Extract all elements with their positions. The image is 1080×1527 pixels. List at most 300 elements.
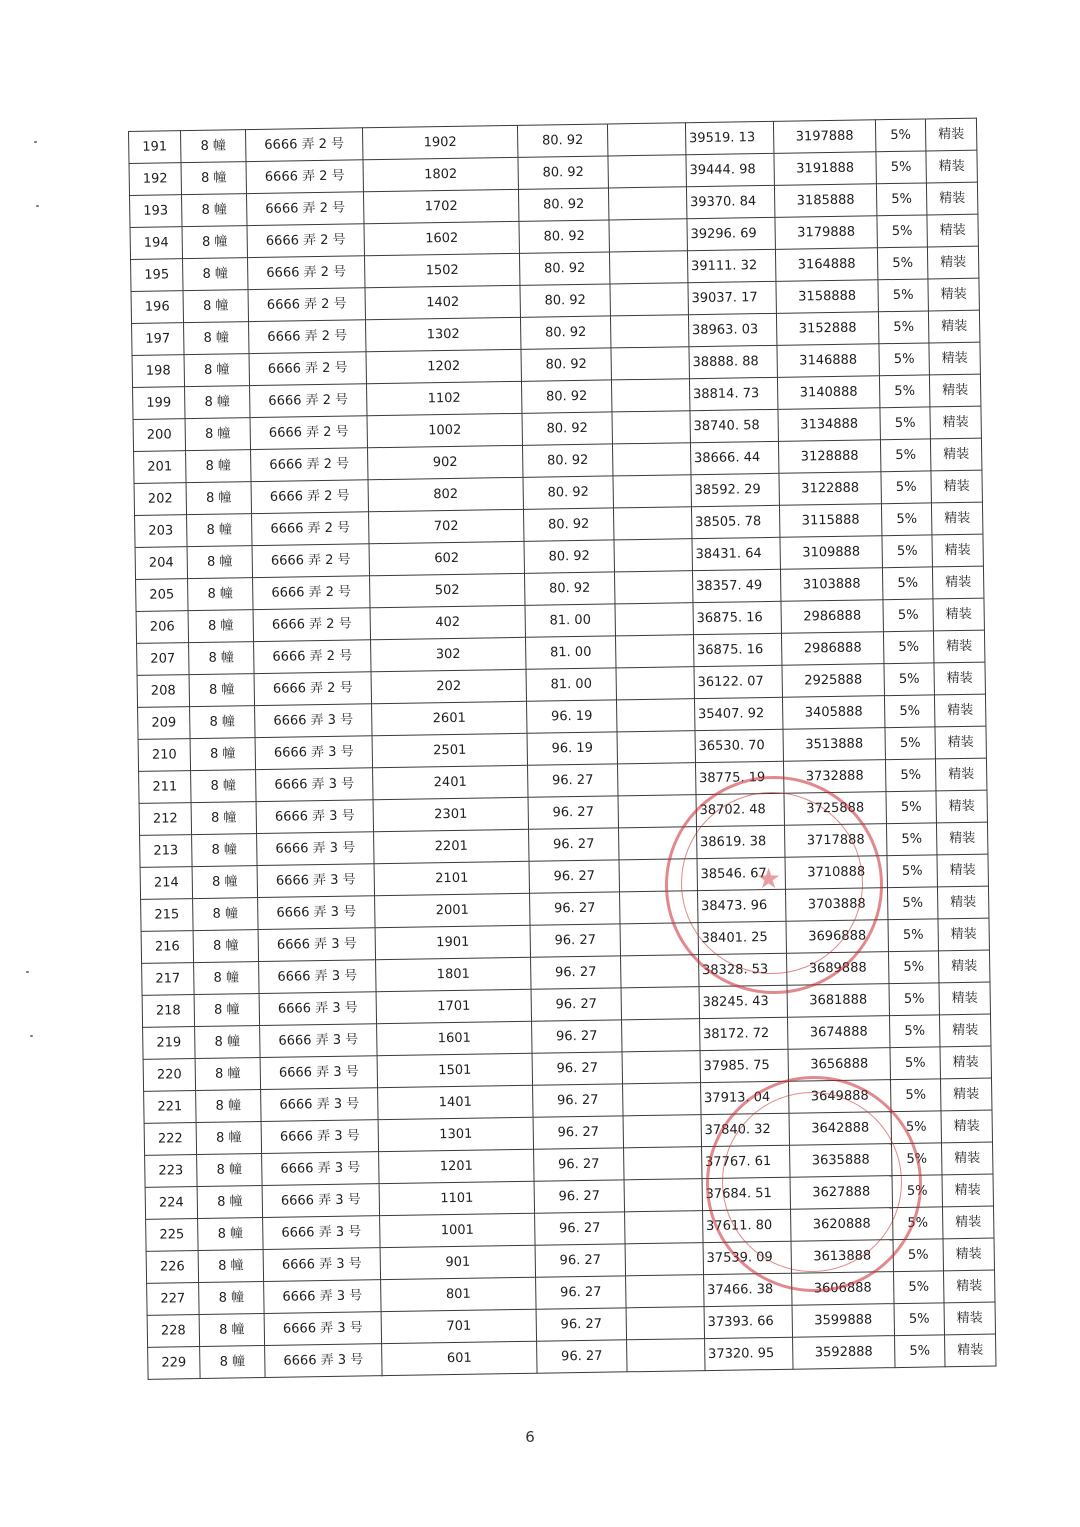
cell-building: 8 幢 bbox=[195, 1058, 260, 1091]
cell-unit-price: 36875. 16 bbox=[693, 633, 781, 666]
cell-address: 6666 弄 3 号 bbox=[258, 928, 375, 962]
cell-total-price: 2925888 bbox=[782, 664, 884, 698]
cell-finish: 精装 bbox=[935, 726, 986, 759]
cell-rate: 5% bbox=[875, 119, 925, 152]
cell-building: 8 幢 bbox=[181, 130, 246, 163]
cell-unit-price: 39111. 32 bbox=[687, 249, 775, 282]
cell-total-price: 3592888 bbox=[793, 1336, 895, 1370]
cell-rate: 5% bbox=[893, 1207, 943, 1240]
cell-address: 6666 弄 3 号 bbox=[258, 896, 375, 930]
cell-room: 1002 bbox=[367, 413, 522, 447]
cell-unit-price: 37985. 75 bbox=[700, 1049, 788, 1082]
cell-total-price: 3109888 bbox=[780, 536, 882, 570]
cell-room: 202 bbox=[371, 669, 526, 703]
cell-index: 196 bbox=[131, 291, 183, 324]
cell-unit-price: 37320. 95 bbox=[705, 1337, 793, 1370]
cell-room: 1402 bbox=[365, 285, 520, 319]
cell-building: 8 幢 bbox=[186, 450, 251, 483]
cell-finish: 精装 bbox=[944, 1270, 995, 1303]
cell-index: 210 bbox=[138, 739, 190, 772]
cell-area: 80. 92 bbox=[522, 444, 612, 477]
cell-total-price: 3140888 bbox=[777, 376, 879, 410]
cell-building: 8 幢 bbox=[199, 1282, 264, 1315]
cell-finish: 精装 bbox=[940, 1078, 991, 1111]
cell-total-price: 3710888 bbox=[785, 856, 887, 890]
cell-address: 6666 弄 3 号 bbox=[259, 992, 376, 1026]
cell-empty bbox=[616, 667, 694, 700]
cell-finish: 精装 bbox=[932, 534, 983, 567]
cell-area: 96. 27 bbox=[536, 1308, 626, 1341]
cell-area: 81. 00 bbox=[526, 636, 616, 669]
cell-finish: 精装 bbox=[938, 950, 989, 983]
cell-address: 6666 弄 3 号 bbox=[262, 1152, 379, 1186]
price-list-table bbox=[128, 118, 997, 1380]
cell-unit-price: 38328. 53 bbox=[699, 953, 787, 986]
cell-total-price: 3158888 bbox=[776, 280, 878, 314]
cell-unit-price: 39296. 69 bbox=[687, 217, 775, 250]
cell-building: 8 幢 bbox=[191, 802, 256, 835]
cell-rate: 5% bbox=[884, 695, 934, 728]
cell-address: 6666 弄 3 号 bbox=[257, 832, 374, 866]
cell-finish: 精装 bbox=[936, 822, 987, 855]
cell-room: 1401 bbox=[378, 1085, 533, 1119]
cell-empty bbox=[623, 1083, 701, 1116]
cell-unit-price: 37767. 61 bbox=[702, 1145, 790, 1178]
cell-area: 96. 27 bbox=[534, 1180, 624, 1213]
cell-rate: 5% bbox=[887, 855, 937, 888]
cell-rate: 5% bbox=[891, 1143, 941, 1176]
cell-room: 902 bbox=[368, 445, 523, 479]
cell-rate: 5% bbox=[895, 1335, 945, 1368]
cell-rate: 5% bbox=[892, 1175, 942, 1208]
cell-rate: 5% bbox=[880, 407, 930, 440]
cell-index: 225 bbox=[146, 1219, 198, 1252]
cell-area: 96. 27 bbox=[530, 892, 620, 925]
cell-index: 214 bbox=[140, 867, 192, 900]
cell-empty bbox=[608, 155, 686, 188]
cell-total-price: 3513888 bbox=[783, 728, 885, 762]
cell-index: 213 bbox=[140, 835, 192, 868]
cell-room: 1102 bbox=[367, 381, 522, 415]
cell-total-price: 3146888 bbox=[777, 344, 879, 378]
page-number: 6 bbox=[525, 1428, 535, 1446]
cell-total-price: 3134888 bbox=[778, 408, 880, 442]
cell-total-price: 3674888 bbox=[788, 1016, 890, 1050]
cell-index: 204 bbox=[135, 547, 187, 580]
cell-area: 96. 19 bbox=[527, 732, 617, 765]
cell-index: 201 bbox=[134, 451, 186, 484]
cell-finish: 精装 bbox=[926, 150, 977, 183]
cell-finish: 精装 bbox=[930, 406, 981, 439]
cell-room: 601 bbox=[382, 1341, 537, 1375]
cell-address: 6666 弄 2 号 bbox=[245, 128, 362, 162]
cell-index: 228 bbox=[147, 1315, 199, 1348]
cell-address: 6666 弄 2 号 bbox=[248, 256, 365, 290]
cell-unit-price: 37539. 09 bbox=[703, 1241, 791, 1274]
cell-total-price: 2986888 bbox=[781, 600, 883, 634]
cell-area: 80. 92 bbox=[521, 348, 611, 381]
cell-unit-price: 37466. 38 bbox=[704, 1273, 792, 1306]
cell-building: 8 幢 bbox=[192, 866, 257, 899]
cell-total-price: 3649888 bbox=[789, 1080, 891, 1114]
cell-room: 2501 bbox=[372, 733, 527, 767]
cell-building: 8 幢 bbox=[186, 482, 251, 515]
cell-finish: 精装 bbox=[931, 470, 982, 503]
cell-building: 8 幢 bbox=[185, 418, 250, 451]
cell-empty bbox=[620, 923, 698, 956]
cell-index: 220 bbox=[143, 1059, 195, 1092]
cell-empty bbox=[622, 1019, 700, 1052]
cell-index: 212 bbox=[139, 803, 191, 836]
cell-empty bbox=[608, 187, 686, 220]
cell-building: 8 幢 bbox=[200, 1346, 265, 1379]
cell-rate: 5% bbox=[894, 1303, 944, 1336]
cell-room: 1301 bbox=[378, 1117, 533, 1151]
cell-unit-price: 39037. 17 bbox=[688, 281, 776, 314]
price-list-table-wrap bbox=[128, 118, 996, 1380]
cell-rate: 5% bbox=[890, 1047, 940, 1080]
cell-address: 6666 弄 3 号 bbox=[255, 704, 372, 738]
cell-finish: 精装 bbox=[925, 118, 976, 151]
cell-unit-price: 36530. 70 bbox=[695, 729, 783, 762]
cell-rate: 5% bbox=[877, 215, 927, 248]
cell-index: 194 bbox=[130, 227, 182, 260]
cell-rate: 5% bbox=[894, 1271, 944, 1304]
cell-empty bbox=[625, 1243, 703, 1276]
cell-rate: 5% bbox=[889, 1015, 939, 1048]
cell-index: 224 bbox=[145, 1187, 197, 1220]
cell-address: 6666 弄 2 号 bbox=[249, 352, 366, 386]
cell-total-price: 3642888 bbox=[789, 1112, 891, 1146]
scan-speck bbox=[26, 971, 29, 973]
cell-room: 702 bbox=[369, 509, 524, 543]
cell-empty bbox=[613, 507, 691, 540]
cell-index: 199 bbox=[133, 387, 185, 420]
cell-area: 80. 92 bbox=[523, 508, 613, 541]
cell-unit-price: 38357. 49 bbox=[692, 569, 780, 602]
cell-empty bbox=[615, 635, 693, 668]
cell-empty bbox=[620, 891, 698, 924]
cell-finish: 精装 bbox=[943, 1238, 994, 1271]
cell-finish: 精装 bbox=[944, 1302, 995, 1335]
cell-room: 2001 bbox=[375, 893, 530, 927]
cell-area: 80. 92 bbox=[521, 380, 611, 413]
cell-total-price: 3191888 bbox=[774, 152, 876, 186]
cell-building: 8 幢 bbox=[196, 1122, 261, 1155]
cell-address: 6666 弄 2 号 bbox=[251, 480, 368, 514]
scan-speck bbox=[36, 205, 39, 207]
cell-address: 6666 弄 3 号 bbox=[261, 1120, 378, 1154]
cell-address: 6666 弄 3 号 bbox=[263, 1248, 380, 1282]
cell-rate: 5% bbox=[886, 823, 936, 856]
cell-address: 6666 弄 3 号 bbox=[264, 1312, 381, 1346]
cell-building: 8 幢 bbox=[198, 1218, 263, 1251]
cell-finish: 精装 bbox=[940, 1046, 991, 1079]
cell-address: 6666 弄 3 号 bbox=[263, 1216, 380, 1250]
cell-finish: 精装 bbox=[942, 1206, 993, 1239]
cell-rate: 5% bbox=[879, 343, 929, 376]
cell-unit-price: 38963. 03 bbox=[688, 313, 776, 346]
cell-address: 6666 弄 3 号 bbox=[259, 960, 376, 994]
cell-address: 6666 弄 3 号 bbox=[257, 864, 374, 898]
cell-building: 8 幢 bbox=[194, 994, 259, 1027]
cell-address: 6666 弄 2 号 bbox=[250, 416, 367, 450]
cell-empty bbox=[611, 379, 689, 412]
cell-total-price: 3197888 bbox=[773, 120, 875, 154]
cell-finish: 精装 bbox=[937, 854, 988, 887]
cell-building: 8 幢 bbox=[187, 546, 252, 579]
cell-building: 8 幢 bbox=[181, 162, 246, 195]
cell-building: 8 幢 bbox=[193, 930, 258, 963]
cell-address: 6666 弄 3 号 bbox=[264, 1280, 381, 1314]
cell-address: 6666 弄 2 号 bbox=[249, 320, 366, 354]
cell-index: 209 bbox=[138, 707, 190, 740]
cell-empty bbox=[615, 603, 693, 636]
cell-total-price: 3599888 bbox=[792, 1304, 894, 1338]
cell-area: 96. 27 bbox=[536, 1276, 626, 1309]
cell-index: 215 bbox=[141, 899, 193, 932]
cell-unit-price: 36122. 07 bbox=[694, 665, 782, 698]
cell-unit-price: 38740. 58 bbox=[690, 409, 778, 442]
cell-area: 96. 27 bbox=[531, 988, 621, 1021]
cell-empty bbox=[612, 443, 690, 476]
cell-index: 218 bbox=[142, 995, 194, 1028]
cell-unit-price: 38473. 96 bbox=[698, 889, 786, 922]
cell-index: 229 bbox=[148, 1347, 200, 1380]
cell-address: 6666 弄 2 号 bbox=[252, 512, 369, 546]
cell-total-price: 3122888 bbox=[779, 472, 881, 506]
cell-area: 81. 00 bbox=[526, 668, 616, 701]
cell-unit-price: 37840. 32 bbox=[701, 1113, 789, 1146]
cell-empty bbox=[625, 1211, 703, 1244]
cell-empty bbox=[614, 571, 692, 604]
cell-empty bbox=[612, 411, 690, 444]
cell-unit-price: 38546. 67 bbox=[697, 857, 785, 890]
cell-building: 8 幢 bbox=[191, 770, 256, 803]
cell-rate: 5% bbox=[889, 983, 939, 1016]
cell-address: 6666 弄 2 号 bbox=[252, 544, 369, 578]
cell-unit-price: 38431. 64 bbox=[692, 537, 780, 570]
cell-area: 96. 27 bbox=[529, 828, 619, 861]
cell-room: 1502 bbox=[364, 253, 519, 287]
cell-room: 2301 bbox=[373, 797, 528, 831]
cell-rate: 5% bbox=[877, 247, 927, 280]
cell-room: 1201 bbox=[379, 1149, 534, 1183]
cell-building: 8 幢 bbox=[184, 322, 249, 355]
cell-finish: 精装 bbox=[941, 1142, 992, 1175]
cell-total-price: 3185888 bbox=[774, 184, 876, 218]
cell-unit-price: 39519. 13 bbox=[685, 121, 773, 154]
cell-address: 6666 弄 2 号 bbox=[254, 672, 371, 706]
table-body bbox=[129, 118, 996, 1379]
cell-rate: 5% bbox=[885, 759, 935, 792]
cell-index: 205 bbox=[136, 579, 188, 612]
cell-area: 96. 27 bbox=[528, 764, 618, 797]
cell-rate: 5% bbox=[879, 375, 929, 408]
cell-unit-price: 39370. 84 bbox=[686, 185, 774, 218]
cell-rate: 5% bbox=[878, 279, 928, 312]
cell-finish: 精装 bbox=[945, 1334, 996, 1367]
cell-finish: 精装 bbox=[935, 758, 986, 791]
cell-area: 80. 92 bbox=[519, 220, 609, 253]
cell-unit-price: 38172. 72 bbox=[700, 1017, 788, 1050]
cell-total-price: 3179888 bbox=[775, 216, 877, 250]
cell-area: 96. 19 bbox=[527, 700, 617, 733]
cell-building: 8 幢 bbox=[198, 1250, 263, 1283]
cell-empty bbox=[626, 1307, 704, 1340]
cell-building: 8 幢 bbox=[184, 354, 249, 387]
cell-address: 6666 弄 3 号 bbox=[265, 1344, 382, 1378]
cell-building: 8 幢 bbox=[187, 514, 252, 547]
cell-area: 96. 27 bbox=[537, 1340, 627, 1373]
cell-index: 221 bbox=[144, 1091, 196, 1124]
cell-finish: 精装 bbox=[927, 214, 978, 247]
cell-rate: 5% bbox=[882, 535, 932, 568]
cell-unit-price: 38505. 78 bbox=[691, 505, 779, 538]
scan-speck bbox=[30, 1035, 33, 1037]
cell-empty bbox=[611, 347, 689, 380]
cell-finish: 精装 bbox=[930, 438, 981, 471]
cell-rate: 5% bbox=[885, 727, 935, 760]
cell-total-price: 3703888 bbox=[785, 888, 887, 922]
cell-empty bbox=[618, 795, 696, 828]
cell-area: 96. 27 bbox=[535, 1244, 625, 1277]
cell-area: 96. 27 bbox=[529, 860, 619, 893]
cell-address: 6666 弄 3 号 bbox=[262, 1184, 379, 1218]
cell-finish: 精装 bbox=[927, 246, 978, 279]
cell-rate: 5% bbox=[883, 631, 933, 664]
cell-empty bbox=[626, 1275, 704, 1308]
cell-empty bbox=[609, 251, 687, 284]
cell-empty bbox=[619, 859, 697, 892]
cell-total-price: 3656888 bbox=[788, 1048, 890, 1082]
cell-room: 1202 bbox=[366, 349, 521, 383]
cell-rate: 5% bbox=[884, 663, 934, 696]
cell-building: 8 幢 bbox=[183, 258, 248, 291]
cell-total-price: 3405888 bbox=[782, 696, 884, 730]
cell-total-price: 3613888 bbox=[791, 1240, 893, 1274]
cell-room: 701 bbox=[381, 1309, 536, 1343]
cell-area: 80. 92 bbox=[518, 156, 608, 189]
cell-index: 206 bbox=[136, 611, 188, 644]
cell-index: 226 bbox=[146, 1251, 198, 1284]
cell-finish: 精装 bbox=[939, 1014, 990, 1047]
cell-room: 2201 bbox=[374, 829, 529, 863]
cell-total-price: 3725888 bbox=[784, 792, 886, 826]
cell-empty bbox=[610, 315, 688, 348]
seal-star-icon: ★ bbox=[756, 862, 782, 895]
cell-room: 2601 bbox=[372, 701, 527, 735]
cell-room: 2401 bbox=[373, 765, 528, 799]
cell-rate: 5% bbox=[888, 951, 938, 984]
cell-address: 6666 弄 2 号 bbox=[248, 288, 365, 322]
cell-area: 96. 27 bbox=[530, 924, 620, 957]
cell-address: 6666 弄 3 号 bbox=[260, 1024, 377, 1058]
cell-rate: 5% bbox=[890, 1079, 940, 1112]
cell-index: 227 bbox=[147, 1283, 199, 1316]
cell-index: 197 bbox=[132, 323, 184, 356]
cell-finish: 精装 bbox=[928, 310, 979, 343]
cell-unit-price: 38401. 25 bbox=[698, 921, 786, 954]
cell-unit-price: 38245. 43 bbox=[699, 985, 787, 1018]
cell-building: 8 幢 bbox=[189, 674, 254, 707]
cell-rate: 5% bbox=[887, 887, 937, 920]
cell-empty bbox=[618, 763, 696, 796]
cell-address: 6666 弄 2 号 bbox=[246, 192, 363, 226]
cell-empty bbox=[619, 827, 697, 860]
cell-rate: 5% bbox=[893, 1239, 943, 1272]
cell-address: 6666 弄 3 号 bbox=[260, 1056, 377, 1090]
cell-total-price: 3689888 bbox=[786, 952, 888, 986]
cell-unit-price: 38702. 48 bbox=[696, 793, 784, 826]
cell-total-price: 3103888 bbox=[780, 568, 882, 602]
cell-room: 901 bbox=[380, 1245, 535, 1279]
cell-total-price: 3732888 bbox=[783, 760, 885, 794]
cell-empty bbox=[616, 699, 694, 732]
cell-finish: 精装 bbox=[939, 982, 990, 1015]
cell-area: 80. 92 bbox=[524, 540, 614, 573]
cell-rate: 5% bbox=[886, 791, 936, 824]
cell-unit-price: 38619. 38 bbox=[696, 825, 784, 858]
cell-total-price: 3717888 bbox=[784, 824, 886, 858]
cell-area: 96. 27 bbox=[533, 1116, 623, 1149]
cell-address: 6666 弄 3 号 bbox=[261, 1088, 378, 1122]
cell-unit-price: 35407. 92 bbox=[694, 697, 782, 730]
cell-room: 1601 bbox=[377, 1021, 532, 1055]
cell-unit-price: 38814. 73 bbox=[689, 377, 777, 410]
cell-finish: 精装 bbox=[926, 182, 977, 215]
cell-rate: 5% bbox=[883, 599, 933, 632]
cell-empty bbox=[622, 1051, 700, 1084]
cell-room: 801 bbox=[381, 1277, 536, 1311]
cell-room: 1001 bbox=[380, 1213, 535, 1247]
cell-finish: 精装 bbox=[932, 566, 983, 599]
cell-total-price: 3635888 bbox=[790, 1144, 892, 1178]
cell-index: 217 bbox=[142, 963, 194, 996]
cell-address: 6666 弄 2 号 bbox=[250, 384, 367, 418]
cell-empty bbox=[610, 283, 688, 316]
cell-empty bbox=[607, 123, 685, 156]
cell-index: 192 bbox=[129, 163, 181, 196]
cell-unit-price: 38775. 19 bbox=[695, 761, 783, 794]
cell-unit-price: 37611. 80 bbox=[703, 1209, 791, 1242]
cell-area: 80. 92 bbox=[517, 124, 607, 157]
cell-total-price: 3115888 bbox=[779, 504, 881, 538]
cell-index: 222 bbox=[144, 1123, 196, 1156]
cell-building: 8 幢 bbox=[190, 738, 255, 771]
cell-rate: 5% bbox=[876, 151, 926, 184]
cell-room: 302 bbox=[371, 637, 526, 671]
cell-finish: 精装 bbox=[928, 278, 979, 311]
cell-room: 1701 bbox=[376, 989, 531, 1023]
cell-unit-price: 39444. 98 bbox=[686, 153, 774, 186]
cell-finish: 精装 bbox=[929, 342, 980, 375]
cell-area: 80. 92 bbox=[520, 316, 610, 349]
cell-address: 6666 弄 2 号 bbox=[253, 608, 370, 642]
cell-area: 96. 27 bbox=[531, 956, 621, 989]
cell-finish: 精装 bbox=[934, 694, 985, 727]
cell-area: 96. 27 bbox=[535, 1212, 625, 1245]
cell-room: 402 bbox=[370, 605, 525, 639]
cell-room: 1902 bbox=[362, 125, 517, 159]
cell-address: 6666 弄 3 号 bbox=[256, 768, 373, 802]
cell-index: 207 bbox=[137, 643, 189, 676]
cell-rate: 5% bbox=[882, 567, 932, 600]
scan-speck bbox=[34, 141, 37, 143]
cell-total-price: 3627888 bbox=[790, 1176, 892, 1210]
cell-total-price: 3681888 bbox=[787, 984, 889, 1018]
cell-room: 1302 bbox=[365, 317, 520, 351]
